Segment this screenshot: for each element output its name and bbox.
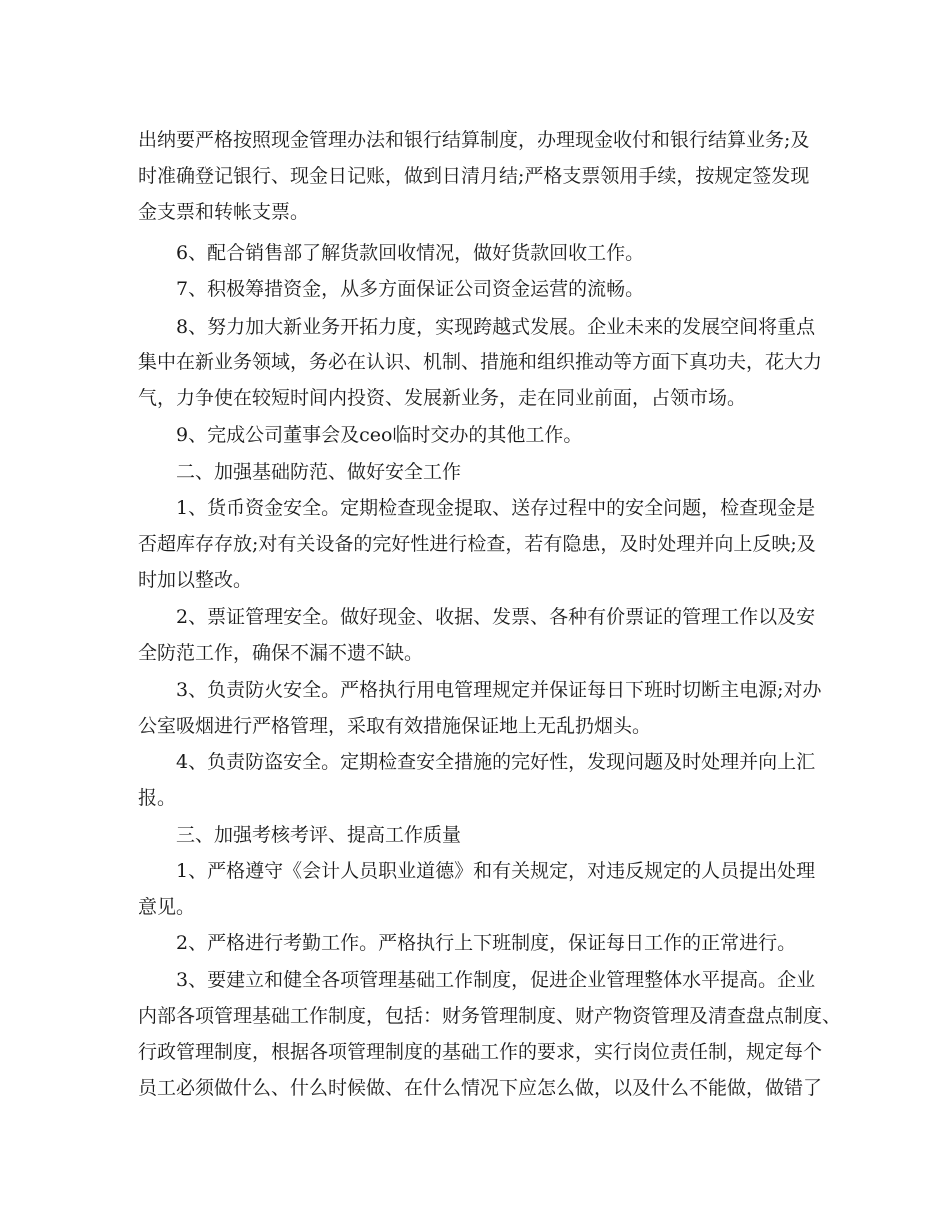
section-heading: 三、加强考核考评、提高工作质量 xyxy=(176,824,462,846)
paragraph-line: 集中在新业务领域，务必在认识、机制、措施和组织推动等方面下真功夫，花大力 xyxy=(138,351,823,373)
paragraph-line: 时加以整改。 xyxy=(138,569,253,591)
paragraph-line: 4、负责防盗安全。定期检查安全措施的完好性，发现问题及时处理并向上汇 xyxy=(176,751,816,773)
paragraph-line: 2、严格进行考勤工作。严格执行上下班制度，保证每日工作的正常进行。 xyxy=(176,932,797,954)
paragraph-line: 意见。 xyxy=(138,896,196,918)
paragraph-line: 内部各项管理基础工作制度，包括：财务管理制度、财产物资管理及清查盘点制度、 xyxy=(138,1005,842,1027)
paragraph-line: 员工必须做什么、什么时候做、在什么情况下应怎么做，以及什么不能做，做错了 xyxy=(138,1077,823,1099)
paragraph-line: 9、完成公司董事会及ceo临时交办的其他工作。 xyxy=(176,424,583,446)
paragraph-line: 7、积极筹措资金，从多方面保证公司资金运营的流畅。 xyxy=(176,278,645,300)
paragraph-line: 3、负责防火安全。严格执行用电管理规定并保证每日下班时切断主电源;对办 xyxy=(176,679,822,701)
paragraph-line: 报。 xyxy=(138,787,177,809)
paragraph-line: 8、努力加大新业务开拓力度，实现跨越式发展。企业未来的发展空间将重点 xyxy=(176,316,816,338)
paragraph-line: 金支票和转帐支票。 xyxy=(138,201,310,223)
paragraph-line: 全防范工作，确保不漏不遗不缺。 xyxy=(138,642,424,664)
paragraph-line: 公室吸烟进行严格管理，采取有效措施保证地上无乱扔烟头。 xyxy=(138,715,652,737)
paragraph-line: 1、货币资金安全。定期检查现金提取、送存过程中的安全问题，检查现金是 xyxy=(176,497,816,519)
section-heading: 二、加强基础防范、做好安全工作 xyxy=(176,461,462,483)
paragraph-line: 2、票证管理安全。做好现金、收据、发票、各种有价票证的管理工作以及安 xyxy=(176,606,816,628)
paragraph-line: 行政管理制度，根据各项管理制度的基础工作的要求，实行岗位责任制，规定每个 xyxy=(138,1041,823,1063)
paragraph-line: 气，力争使在较短时间内投资、发展新业务，走在同业前面，占领市场。 xyxy=(138,387,747,409)
paragraph-line: 出纳要严格按照现金管理办法和银行结算制度，办理现金收付和银行结算业务;及 xyxy=(138,129,810,151)
paragraph-line: 6、配合销售部了解货款回收情况，做好货款回收工作。 xyxy=(176,242,645,264)
paragraph-line: 1、严格遵守《会计人员职业道德》和有关规定，对违反规定的人员提出处理 xyxy=(176,860,816,882)
paragraph-line: 3、要建立和健全各项管理基础工作制度，促进企业管理整体水平提高。企业 xyxy=(176,969,816,991)
paragraph-line: 时准确登记银行、现金日记账，做到日清月结;严格支票领用手续，按规定签发现 xyxy=(138,165,810,187)
paragraph-line: 否超库存存放;对有关设备的完好性进行检查，若有隐患，及时处理并向上反映;及 xyxy=(138,533,816,555)
